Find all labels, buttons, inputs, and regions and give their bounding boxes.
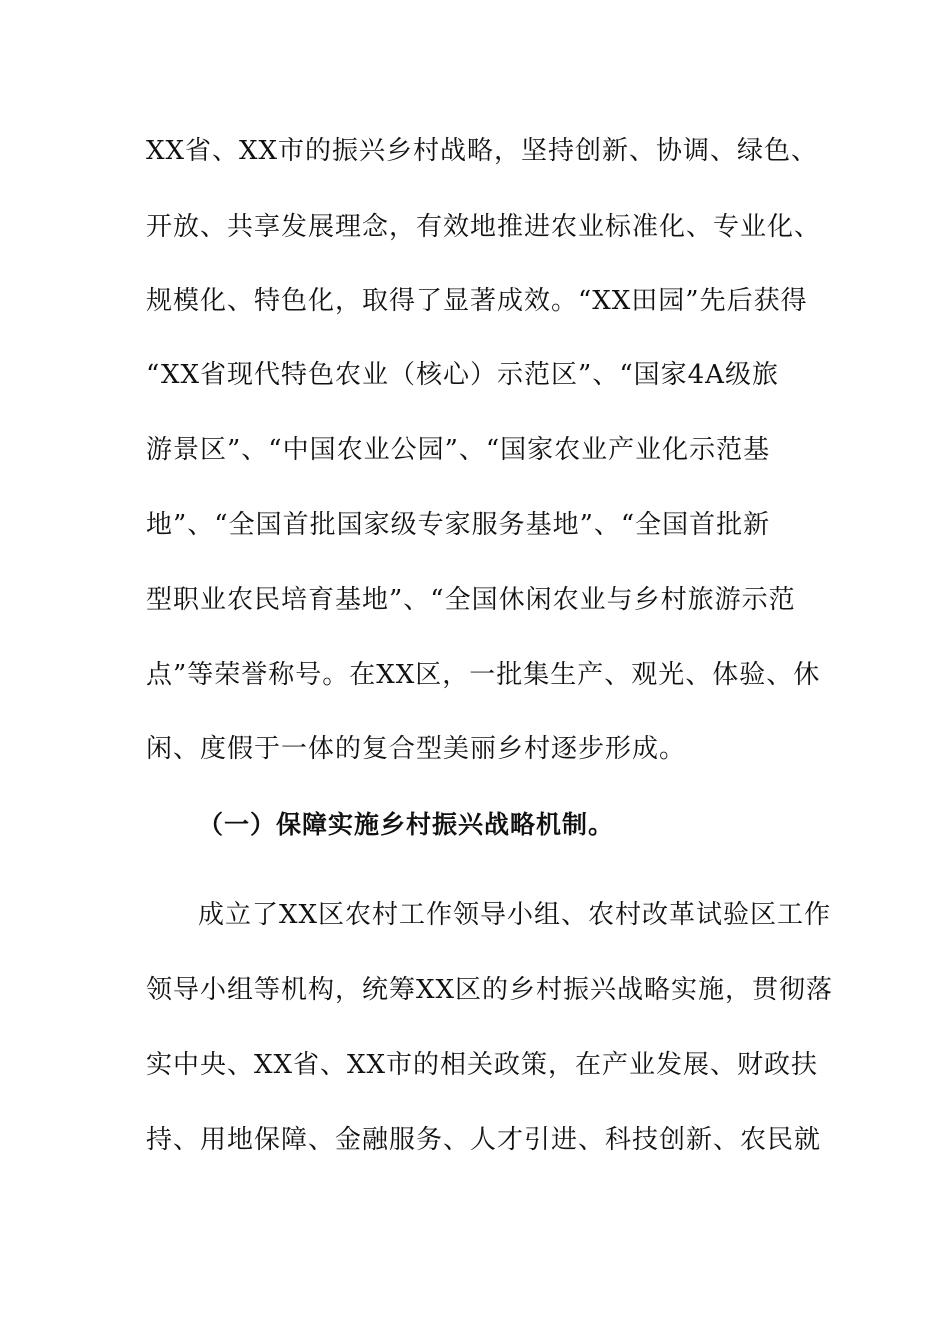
paragraph1-line-5: 游景区”、“中国农业公园”、“国家农业产业化示范基 <box>146 435 771 465</box>
section-heading: （一）保障实施乡村振兴战略机制。 <box>198 810 615 839</box>
paragraph1-line-4: “XX省现代特色农业（核心）示范区”、“国家4A级旅 <box>146 360 779 390</box>
paragraph2-line-1: 成立了XX区农村工作领导小组、农村改革试验区工作 <box>198 900 832 930</box>
paragraph1-line-3: 规模化、特色化，取得了显著成效。“XX田园”先后获得 <box>146 286 808 316</box>
paragraph1-line-1: XX省、XX市的振兴乡村战略，坚持创新、协调、绿色、 <box>146 136 819 166</box>
paragraph2-line-2: 领导小组等机构，统筹XX区的乡村振兴战略实施，贯彻落 <box>146 975 834 1005</box>
paragraph1-line-2: 开放、共享发展理念，有效地推进农业标准化、专业化、 <box>146 212 822 242</box>
paragraph2-line-4: 持、用地保障、金融服务、人才引进、科技创新、农民就 <box>146 1125 822 1155</box>
paragraph1-line-8: 点”等荣誉称号。在XX区，一批集生产、观光、体验、休 <box>146 660 821 690</box>
paragraph2-line-3: 实中央、XX省、XX市的相关政策，在产业发展、财政扶 <box>146 1050 819 1080</box>
paragraph1-line-6: 地”、“全国首批国家级专家服务基地”、“全国首批新 <box>146 510 771 540</box>
paragraph1-line-9: 闲、度假于一体的复合型美丽乡村逐步形成。 <box>146 734 687 764</box>
paragraph1-line-7: 型职业农民培育基地”、“全国休闲农业与乡村旅游示范 <box>146 585 796 615</box>
